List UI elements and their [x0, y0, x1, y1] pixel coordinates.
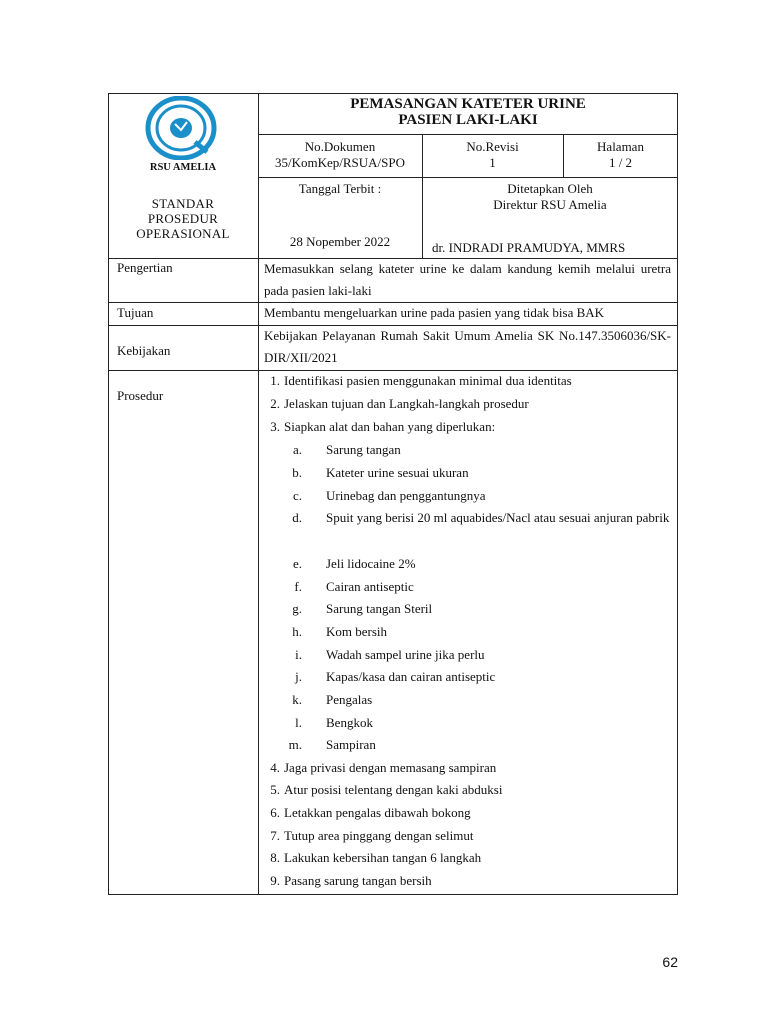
document-title — [258, 96, 678, 128]
substep-letter: b. — [292, 465, 302, 480]
step-number: 2. — [270, 396, 280, 411]
step-number: 7. — [270, 828, 280, 843]
substep-letter: g. — [292, 601, 302, 616]
substep-text: Sarung tangan Steril — [326, 601, 433, 616]
substep-letter: k. — [292, 692, 302, 707]
header-divider — [258, 177, 678, 178]
hospital-logo — [145, 96, 217, 160]
substep-letter: a. — [292, 442, 302, 457]
step-text: Identifikasi pasien menggunakan minimal dua identitas — [284, 373, 572, 388]
step-number: 6. — [270, 805, 280, 820]
no-revisi-label: No.Revisi — [466, 139, 519, 154]
pengertian-label: Pengertian — [117, 260, 173, 275]
substep-text: Kapas/kasa dan cairan antiseptic — [326, 669, 496, 684]
title-line: PASIEN LAKI-LAKI — [398, 112, 538, 128]
step-number: 3. — [270, 419, 280, 434]
header-divider — [258, 134, 678, 135]
doc-type — [108, 196, 258, 241]
step-number: 8. — [270, 850, 280, 865]
substep-text: Jeli lidocaine 2% — [326, 556, 416, 571]
no-dokumen-label: No.Dokumen — [304, 139, 376, 154]
substep-letter: i. — [295, 647, 302, 662]
tanggal-label: Tanggal Terbit : — [298, 181, 382, 196]
step-text: Siapkan alat dan bahan yang diperlukan: — [284, 419, 496, 434]
step-text: Jelaskan tujuan dan Langkah-langkah prosedur — [284, 396, 529, 411]
substep-text: Wadah sampel urine jika perlu — [326, 647, 485, 662]
substep-text: Kateter urine sesuai ukuran — [326, 465, 469, 480]
step-text: Atur posisi telentang dengan kaki abduksi — [284, 782, 503, 797]
kebijakan-label: Kebijakan — [117, 343, 171, 358]
prosedur-label: Prosedur — [117, 388, 164, 403]
tanggal-value: 28 Nopember 2022 — [289, 234, 391, 249]
step-number: 1. — [270, 373, 280, 388]
ditetapkan-name: dr. INDRADI PRAMUDYA, MMRS — [432, 240, 626, 255]
substep-text: Sarung tangan — [326, 442, 401, 457]
substep-letter: e. — [292, 556, 302, 571]
halaman-label: Halaman — [597, 139, 644, 154]
tujuan-label: Tujuan — [117, 305, 154, 320]
substep-letter: d. — [292, 510, 302, 525]
step-text: Letakkan pengalas dibawah bokong — [284, 805, 471, 820]
substep-text: Urinebag dan penggantungnya — [326, 488, 486, 503]
step-number: 5. — [270, 782, 280, 797]
kebijakan-text: Kebijakan Pelayanan Rumah Sakit Umum Amelia SK No.147.3506036/SK-DIR/XII/2021 — [264, 328, 671, 365]
ditetapkan-role: Direktur RSU Amelia — [493, 197, 607, 212]
step-text: Jaga privasi dengan memasang sampiran — [284, 760, 497, 775]
substep-text: Pengalas — [326, 692, 373, 707]
doc-type-line: PROSEDUR — [147, 211, 219, 226]
step-number: 9. — [270, 873, 280, 888]
hospital-name: RSU AMELIA — [149, 162, 217, 173]
substep-text: Kom bersih — [326, 624, 388, 639]
step-text: Lakukan kebersihan tangan 6 langkah — [284, 850, 482, 865]
substep-letter: m. — [288, 737, 302, 752]
substep-letter: f. — [294, 579, 302, 594]
substep-letter: l. — [295, 715, 302, 730]
tujuan-text: Membantu mengeluarkan urine pada pasien yang tidak bisa BAK — [264, 305, 605, 320]
pengertian-text: Memasukkan selang kateter urine ke dalam kandung kemih melalui uretra pada pasien laki-laki — [264, 261, 671, 298]
substep-text: Bengkok — [326, 715, 373, 730]
step-text: Tutup area pinggang dengan selimut — [284, 828, 474, 843]
doc-type-line: STANDAR — [151, 196, 215, 211]
no-revisi-value: 1 — [489, 155, 496, 170]
substep-text: Cairan antiseptic — [326, 579, 414, 594]
step-text: Pasang sarung tangan bersih — [284, 873, 432, 888]
ditetapkan-label: Ditetapkan Oleh — [507, 181, 593, 196]
page-number: 62 — [662, 954, 678, 970]
substep-text: Spuit yang berisi 20 ml aquabides/Nacl atau sesuai anjuran pabrik — [326, 510, 670, 525]
doc-type-line: OPERASIONAL — [136, 226, 230, 241]
substep-letter: h. — [292, 624, 302, 639]
title-line: PEMASANGAN KATETER URINE — [350, 96, 586, 112]
no-dokumen-value: 35/KomKep/RSUA/SPO — [274, 155, 406, 170]
substep-text: Sampiran — [326, 737, 376, 752]
substep-letter: j. — [295, 669, 302, 684]
substep-letter: c. — [292, 488, 302, 503]
step-number: 4. — [270, 760, 280, 775]
halaman-value: 1 / 2 — [608, 155, 633, 170]
